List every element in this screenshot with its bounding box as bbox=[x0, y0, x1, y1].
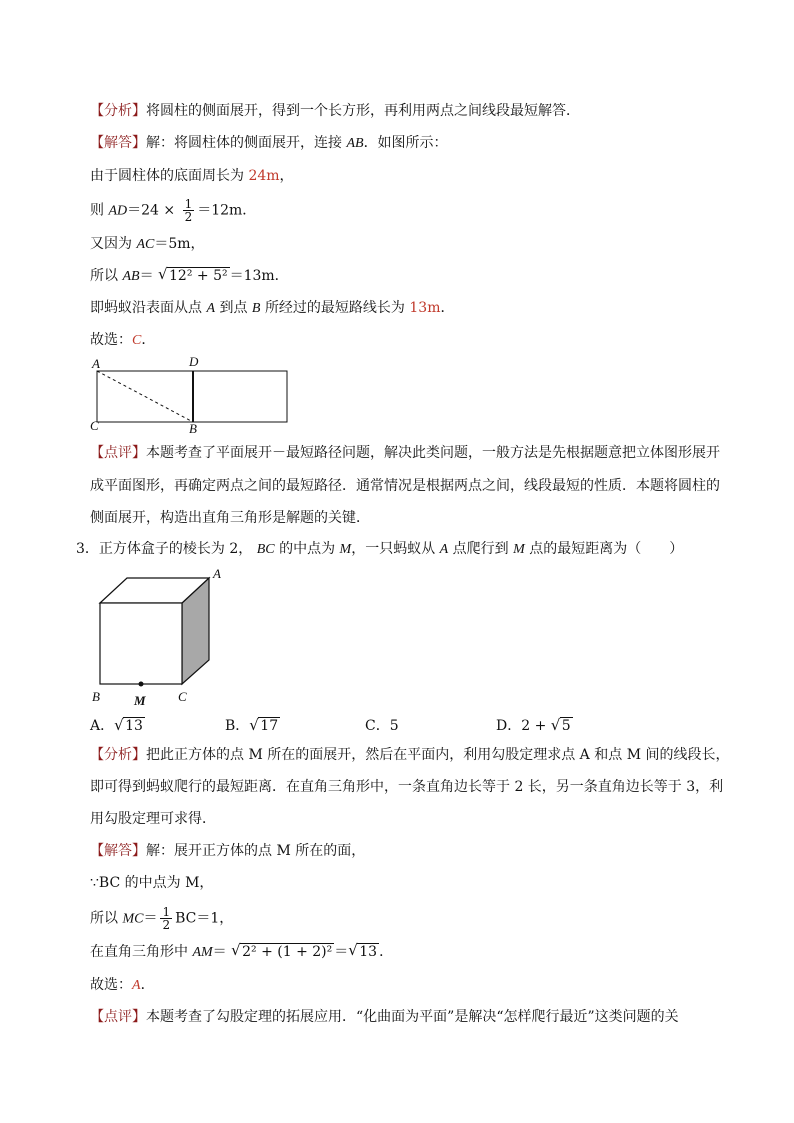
solution-3-line4: 在直角三角形中 AM＝ √ 2² + (1 + 2)² ＝√ 13 ． bbox=[90, 942, 393, 963]
solution-tag: 【解答】 bbox=[90, 135, 146, 151]
option-d[interactable]: D．2 + √ 5 bbox=[496, 715, 573, 735]
analysis-3-line2: 即可得到蚂蚁爬行的最短距离．在直角三角形中，一条直角边长等于 2 长，另一条直角边长等于 3，利 bbox=[90, 779, 724, 795]
option-b[interactable]: B．√ 17 bbox=[225, 715, 280, 735]
solution-3-line1: 【解答】解：展开正方体的点 M 所在的面， bbox=[90, 843, 366, 859]
solution-1-line4: 所以 AB＝ √ 12² + 5² ＝13m． bbox=[90, 266, 289, 287]
question-3: 3．正方体盒子的棱长为 2， BC 的中点为 M，一只蚂蚁从 A 点爬行到 M 点的最短距离为（ ） bbox=[76, 541, 684, 557]
label-c: C bbox=[90, 418, 99, 433]
cube-front-face bbox=[100, 603, 182, 684]
solution-1-intro: 【解答】解：将圆柱体的侧面展开，连接 AB．如图所示： bbox=[90, 135, 448, 151]
answer-value: C bbox=[132, 333, 142, 348]
question-number: 3． bbox=[76, 541, 99, 557]
analysis-tag: 【分析】 bbox=[90, 103, 146, 119]
comment-1-line3: 侧面展开，构造出直角三角形是解题的关键． bbox=[90, 510, 370, 526]
comment-1-line1: 【点评】本题考查了平面展开－最短路径问题，解决此类问题，一般方法是先根据题意把立体图形展开 bbox=[90, 445, 720, 461]
cube-figure bbox=[95, 570, 225, 690]
solution-1-line1: 由于圆柱体的底面周长为 24m， bbox=[90, 168, 294, 184]
analysis-1 bbox=[90, 101, 580, 121]
label-d: D bbox=[189, 354, 199, 369]
analysis-3-line1: 【分析】把此正方体的点 M 所在的面展开，然后在平面内，利用勾股定理求点 A 和点 M 间的线段长， bbox=[90, 747, 730, 763]
label-a: A bbox=[92, 356, 100, 371]
analysis-text: 将圆柱的侧面展开，得到一个长方形，再利用两点之间线段最短解答． bbox=[146, 103, 580, 119]
fraction-half: $\frac{1}{2}$ bbox=[184, 197, 193, 224]
cube-label-b: B bbox=[92, 689, 100, 704]
comment-3-line1: 【点评】本题考查了勾股定理的拓展应用．“化曲面为平面”是解决“怎样爬行最近”这类问题的关 bbox=[90, 1009, 679, 1025]
cube-label-a: A bbox=[213, 566, 221, 581]
comment-tag: 【点评】 bbox=[90, 445, 146, 461]
solution-3-line3: 所以 MC＝ $\frac{1}{2}$ BC＝1， bbox=[90, 905, 234, 932]
solution-1-line3: 又因为 AC＝5m， bbox=[90, 236, 205, 252]
cube-label-c: C bbox=[178, 689, 187, 704]
solution-3-line2: ∵BC 的中点为 M， bbox=[90, 875, 214, 891]
cube-label-m: M bbox=[134, 693, 146, 708]
sqrt-expression: √ 12² + 5² bbox=[158, 266, 230, 286]
segment-ab-dashed bbox=[97, 371, 193, 422]
point-m bbox=[139, 682, 144, 687]
analysis-3-line3: 用勾股定理可求得． bbox=[90, 811, 216, 827]
comment-1-line2: 成平面图形，再确定两点之间的最短路径．通常情况是根据两点之间，线段最短的性质．本题将圆柱的 bbox=[90, 478, 720, 494]
option-a[interactable]: A．√ 13 bbox=[90, 715, 145, 735]
option-c[interactable]: C．5 bbox=[365, 718, 399, 734]
solution-3-answer: 故选：A． bbox=[90, 977, 155, 993]
solution-1-answer: 故选：C． bbox=[90, 332, 156, 348]
solution-1-line2: 则 AD＝24 × $\frac{1}{2}$ ＝12m． bbox=[90, 197, 257, 224]
solution-1-line5: 即蚂蚁沿表面从点 A 到点 B 所经过的最短路线长为 13m． bbox=[90, 300, 455, 316]
label-b: B bbox=[189, 421, 197, 436]
